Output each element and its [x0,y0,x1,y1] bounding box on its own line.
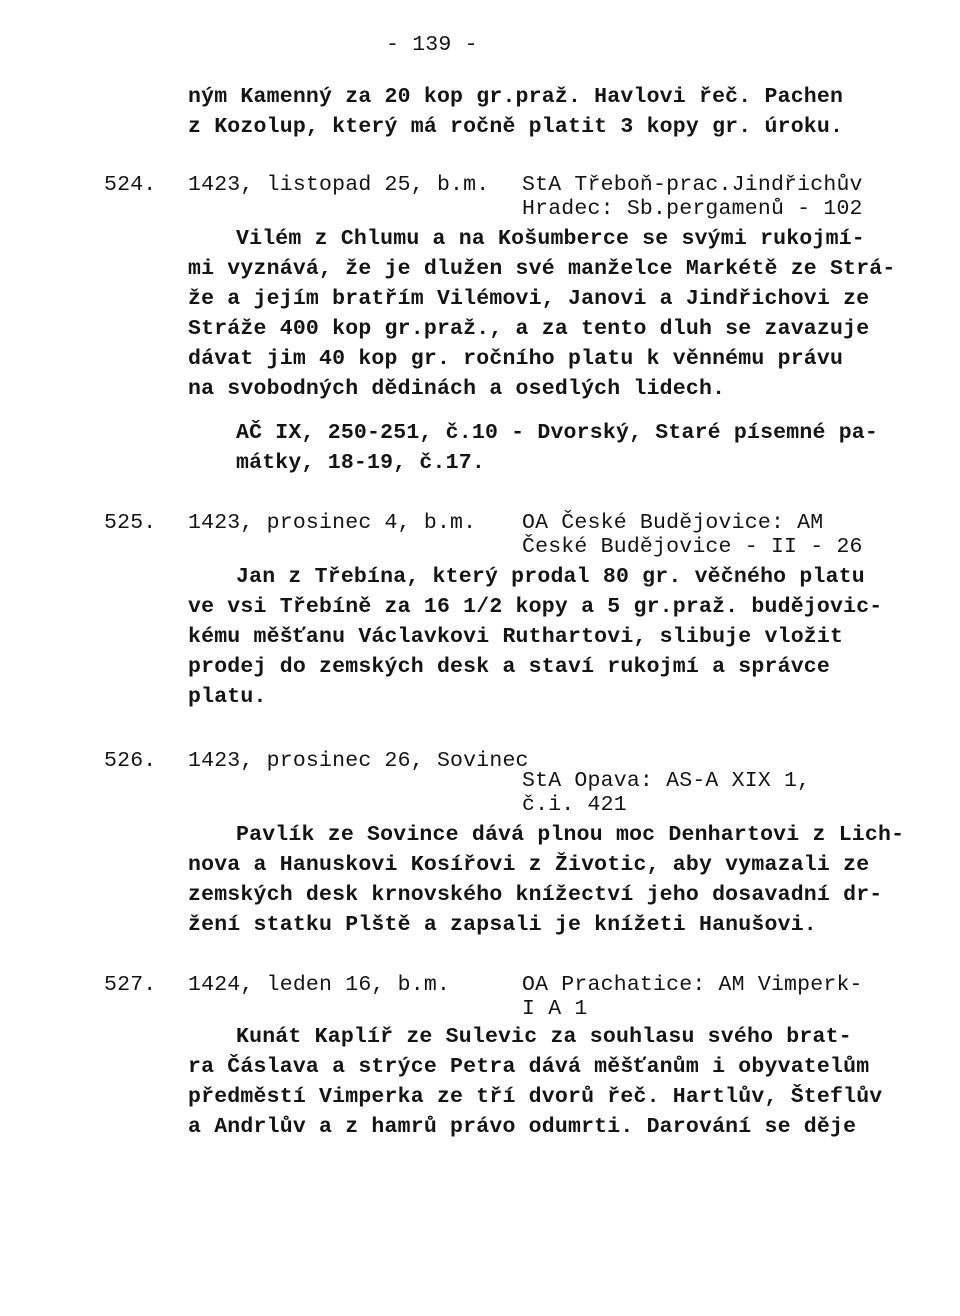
entry-text-line: Stráže 400 kop gr.praž., a za tento dluh se zavazuje [188,317,870,341]
entry-date: 1424, leden 16, b.m. [188,973,451,997]
entry-text-line: platu. [188,685,267,709]
entry-number: 527. [104,973,157,997]
entry-text-line: ve vsi Třebíně za 16 1/2 kopy a 5 gr.praž. budějovic- [188,595,883,619]
intro-line: ným Kamenný za 20 kop gr.praž. Havlovi řeč. Pachen [188,85,844,109]
entry-text-line: žení statku Plště a zapsali je knížeti Hanušovi. [188,913,817,937]
entry-number: 524. [104,173,157,197]
entry-text-line: Vilém z Chlumu a na Košumberce se svými rukojmí- [236,227,865,251]
entry-text-line: prodej do zemských desk a staví rukojmí a správce [188,655,831,679]
entry-text-line: a Andrlův a z hamrů právo odumrti. Darování se děje [188,1115,857,1139]
entry-text-line: zemských desk krnovského knížectví jeho dosavadní dr- [188,883,883,907]
entry-reference-line: mátky, 18-19, č.17. [236,451,485,475]
entry-text-line: předměstí Vimperka ze tří dvorů řeč. Hartlův, Šteflův [188,1085,883,1109]
entry-text-line: mi vyznává, že je dlužen své manželce Markétě ze Strá- [188,257,896,281]
entry-date: 1423, listopad 25, b.m. [188,173,490,197]
entry-text-line: kému měšťanu Václavkovi Ruthartovi, slibuje vložit [188,625,844,649]
entry-text-line: Kunát Kaplíř ze Sulevic za souhlasu svého brat- [236,1025,852,1049]
entry-date: 1423, prosinec 4, b.m. [188,511,477,535]
entry-source: č.i. 421 [522,793,627,817]
entry-text-line: dávat jim 40 kop gr. ročního platu k věnnému právu [188,347,844,371]
entry-number: 525. [104,511,157,535]
entry-source: OA Prachatice: AM Vimperk- [522,973,863,997]
entry-source: I A 1 [522,997,588,1021]
entry-text-line: ra Čáslava a strýce Petra dává měšťanům i obyvatelům [188,1055,870,1079]
entry-text-line: Pavlík ze Sovince dává plnou moc Denhartovi z Lich- [236,823,905,847]
intro-line: z Kozolup, který má ročně platit 3 kopy gr. úroku. [188,115,844,139]
entry-text-line: že a jejím bratřím Vilémovi, Janovi a Jindřichovi ze [188,287,870,311]
entry-source: StA Třeboň-prac.Jindřichův [522,173,863,197]
entry-source: Hradec: Sb.pergamenů - 102 [522,197,863,221]
entry-date: 1423, prosinec 26, Sovinec [188,749,529,773]
entry-number: 526. [104,749,157,773]
entry-source: České Budějovice - II - 26 [522,535,863,559]
entry-text-line: na svobodných dědinách a osedlých lidech. [188,377,726,401]
page-number: - 139 - [386,33,478,57]
entry-source: StA Opava: AS-A XIX 1, [522,769,811,793]
entry-text-line: nova a Hanuskovi Kosířovi z Životic, aby vymazali ze [188,853,870,877]
entry-reference-line: AČ IX, 250-251, č.10 - Dvorský, Staré písemné pa- [236,421,879,445]
entry-source: OA České Budějovice: AM [522,511,824,535]
entry-text-line: Jan z Třebína, který prodal 80 gr. věčného platu [236,565,865,589]
